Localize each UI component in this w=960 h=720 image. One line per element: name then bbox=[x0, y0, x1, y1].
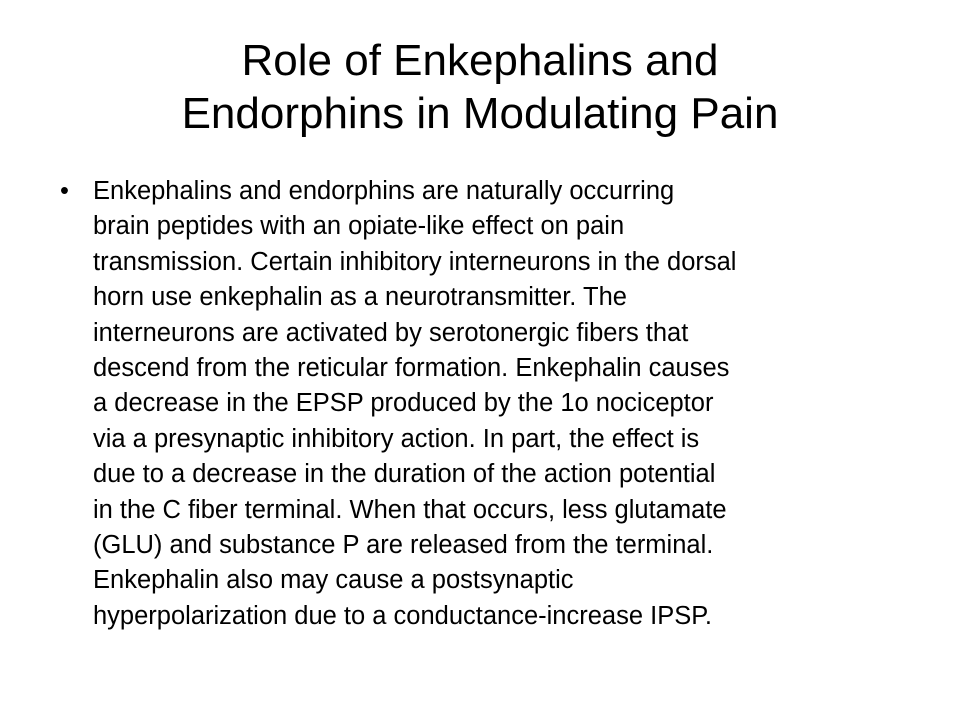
bullet-item bbox=[60, 174, 920, 634]
body-line-6: descend from the reticular formation. Enkephalin causes bbox=[93, 354, 730, 383]
slide-title bbox=[60, 34, 900, 140]
body-line-9: due to a decrease in the duration of the action potential bbox=[93, 460, 716, 489]
body-line-10: in the C fiber terminal. When that occurs, less glutamate bbox=[93, 495, 727, 524]
body-line-2: brain peptides with an opiate-like effect on pain bbox=[93, 212, 625, 241]
body-line-11: (GLU) and substance P are released from the terminal. bbox=[93, 531, 714, 560]
body-line-1: Enkephalins and endorphins are naturally occurring bbox=[93, 177, 675, 205]
body-line-5: interneurons are activated by serotonergic fibers that bbox=[93, 318, 689, 347]
body-line-12: Enkephalin also may cause a postsynaptic bbox=[93, 566, 574, 595]
title-line-2: Endorphins in Modulating Pain bbox=[181, 89, 779, 138]
body-line-3: transmission. Certain inhibitory interneurons in the dorsal bbox=[93, 247, 737, 276]
bullet-icon: • bbox=[60, 177, 69, 205]
title-line-1: Role of Enkephalins and bbox=[241, 36, 719, 85]
body-line-8: via a presynaptic inhibitory action. In part, the effect is bbox=[93, 424, 700, 453]
body-line-4: horn use enkephalin as a neurotransmitter. The bbox=[93, 283, 627, 312]
body-line-13: hyperpolarization due to a conductance-increase IPSP. bbox=[93, 601, 713, 630]
body-line-7: a decrease in the EPSP produced by the 1o nociceptor bbox=[93, 389, 714, 418]
slide-body bbox=[60, 174, 920, 634]
